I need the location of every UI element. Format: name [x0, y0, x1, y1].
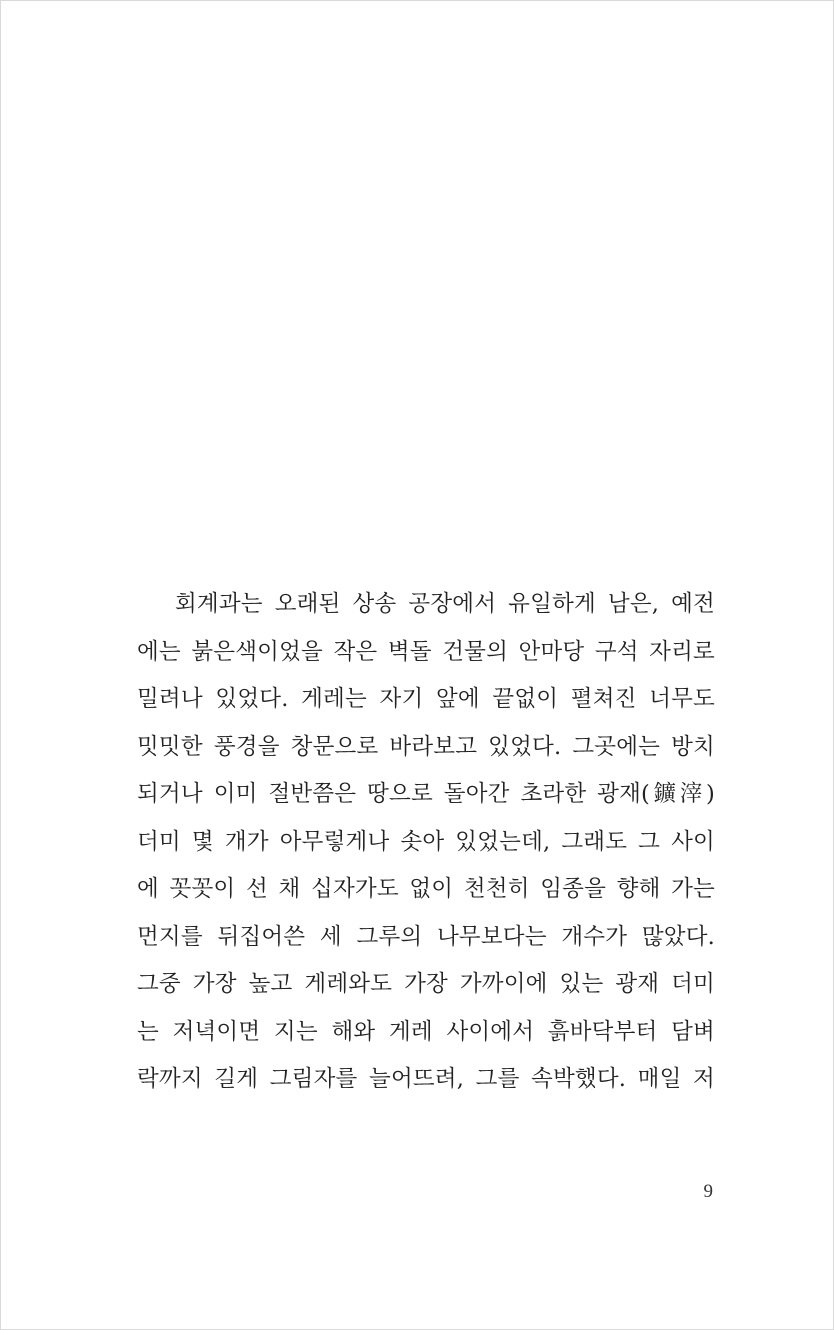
paragraph-line: 그중 가장 높고 게레와도 가장 가까이에 있는 광재 더미: [137, 971, 715, 997]
paragraph-line: 밋밋한 풍경을 창문으로 바라보고 있었다. 그곳에는 방치: [137, 733, 715, 760]
paragraph-line: 에는 붉은색이었을 작은 벽돌 건물의 안마당 구석 자리로: [137, 638, 715, 665]
paragraph-line: 밀려나 있었다. 게레는 자기 앞에 끝없이 펼쳐진 너무도: [137, 686, 715, 712]
paragraph-line: 락까지 길게 그림자를 늘어뜨려, 그를 속박했다. 매일 저: [137, 1066, 715, 1092]
body-paragraph: [137, 581, 715, 1104]
paragraph-line: 먼지를 뒤집어쓴 세 그루의 나무보다는 개수가 많았다.: [137, 923, 715, 950]
paragraph-line: 되거나 이미 절반쯤은 땅으로 돌아간 초라한 광재(鑛滓): [137, 781, 715, 807]
paragraph-line: 는 저녁이면 지는 해와 게레 사이에서 흙바닥부터 담벼: [137, 1018, 715, 1045]
paragraph-line: 더미 몇 개가 아무렇게나 솟아 있었는데, 그래도 그 사이: [137, 828, 715, 855]
paragraph-line: 회계과는 오래된 상송 공장에서 유일하게 남은, 예전: [175, 591, 715, 617]
paragraph-line: 에 꼿꼿이 선 채 십자가도 없이 천천히 임종을 향해 가는: [137, 876, 715, 902]
page-number: 9: [703, 1181, 713, 1202]
